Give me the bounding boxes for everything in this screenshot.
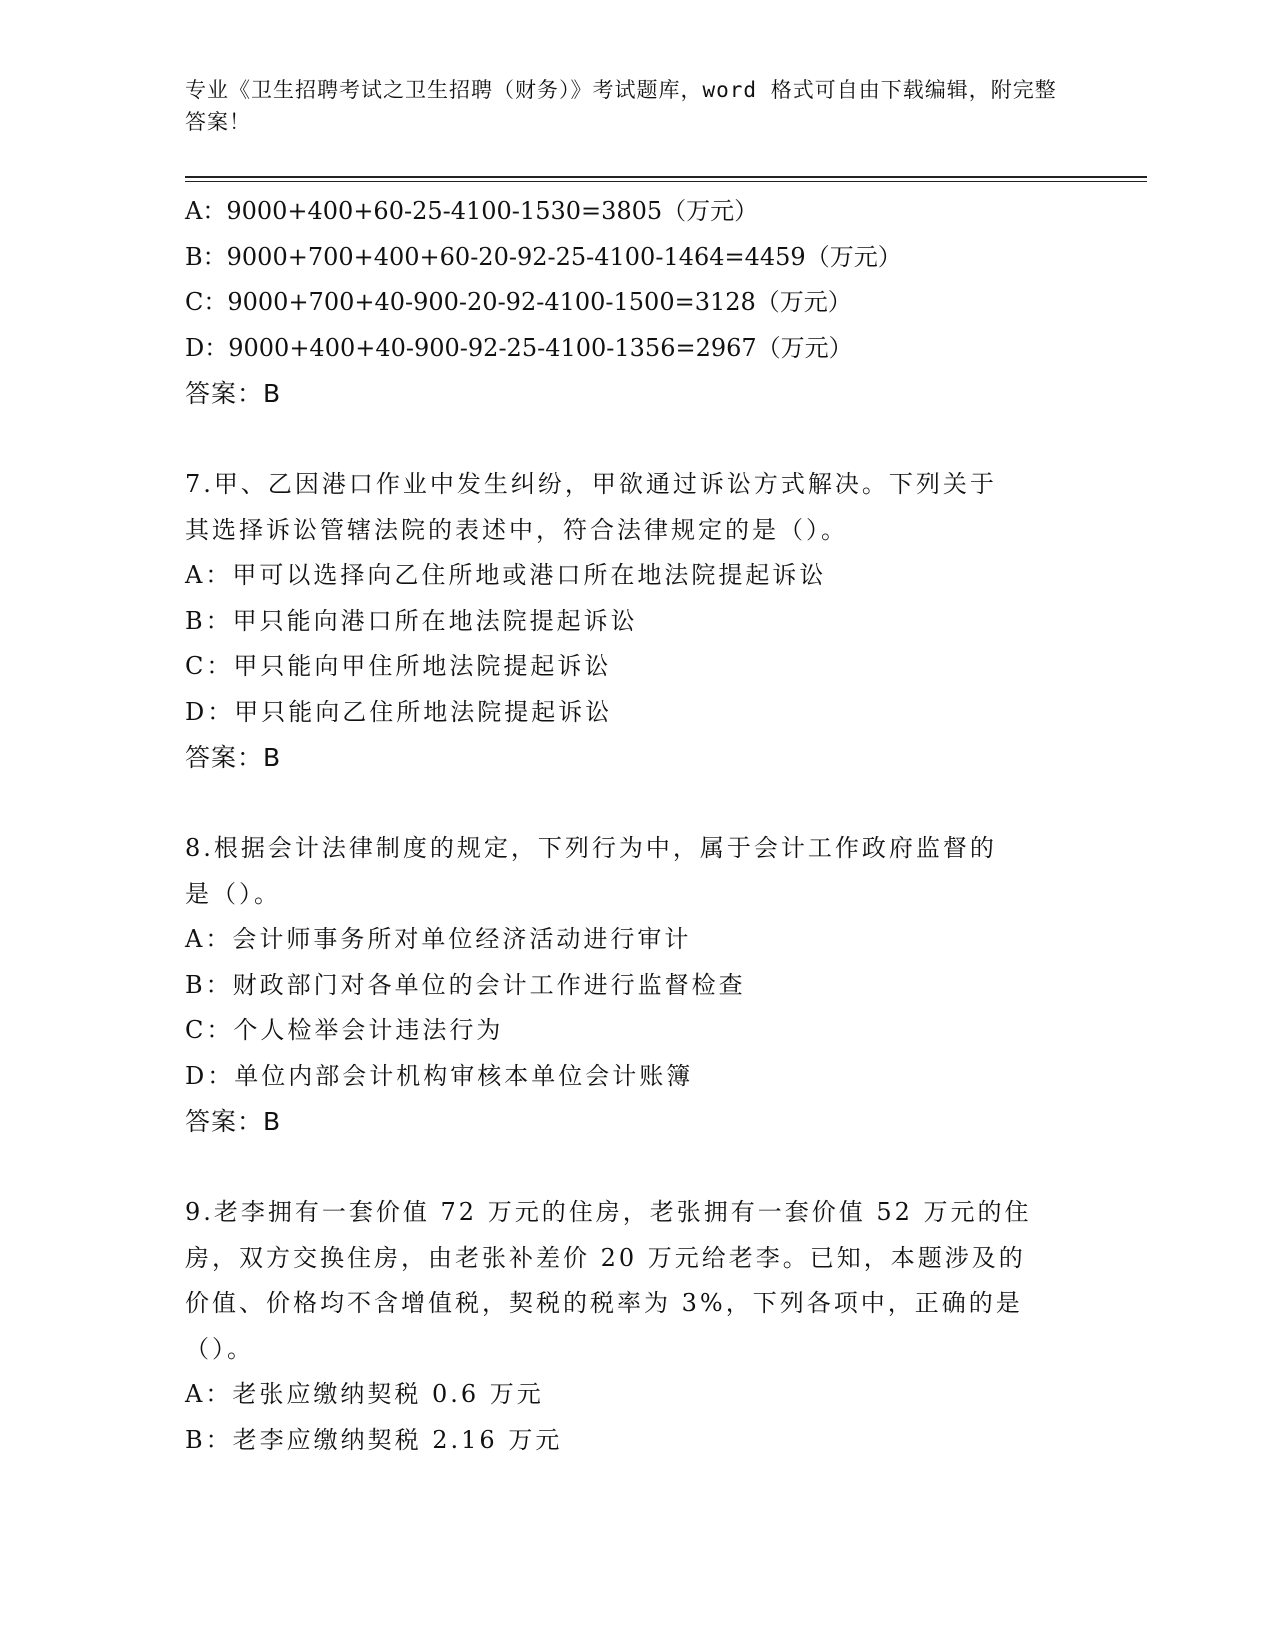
q7-stem-line-1: 7.甲、乙因港口作业中发生纠纷，甲欲通过诉讼方式解决。下列关于: [185, 470, 997, 498]
q6-option-d: D：9000+400+40-900-92-25-4100-1356=2967（万元）: [185, 333, 853, 362]
q6-option-a: A：9000+400+60-25-4100-1530=3805（万元）: [185, 197, 759, 225]
q7-option-a: A：甲可以选择向乙住所地或港口所在地法院提起诉讼: [185, 561, 827, 589]
document-header: 专业《卫生招聘考试之卫生招聘（财务）》考试题库，word 格式可自由下载编辑，附完整答案！: [185, 78, 1057, 134]
q7-option-b: B：甲只能向港口所在地法院提起诉讼: [185, 606, 638, 635]
q9-stem-line-4: （）。: [185, 1334, 254, 1363]
spacer: [185, 781, 1085, 827]
q6-option-c: C：9000+700+40-900-20-92-4100-1500=3128（万元）: [185, 288, 852, 316]
spacer: [185, 1145, 1085, 1191]
q8-stem-line-1: 8.根据会计法律制度的规定，下列行为中，属于会计工作政府监督的: [185, 834, 997, 862]
q8-stem-line-2: 是（）。: [185, 879, 281, 908]
q9-stem-line-3: 价值、价格均不含增值税，契税的税率为 3%，下列各项中，正确的是: [185, 1289, 1023, 1317]
q9-stem-line-1: 9.老李拥有一套价值 72 万元的住房，老张拥有一套价值 52 万元的住: [185, 1198, 1032, 1226]
q9-option-a: A：老张应缴纳契税 0.6 万元: [185, 1380, 544, 1408]
q7-option-c: C：甲只能向甲住所地法院提起诉讼: [185, 652, 612, 680]
q8-option-c: C：个人检举会计违法行为: [185, 1016, 504, 1044]
q8-answer: 答案：B: [185, 1107, 282, 1136]
header-rule-thin: [185, 181, 1147, 182]
spacer: [185, 417, 1085, 463]
header-rule-thick: [185, 176, 1147, 178]
q7-stem-line-2: 其选择诉讼管辖法院的表述中，符合法律规定的是（）。: [185, 515, 848, 544]
q6-option-b: B：9000+700+400+60-20-92-25-4100-1464=4459（万元）: [185, 242, 902, 271]
q9-stem-line-2: 房，双方交换住房，由老张补差价 20 万元给老李。已知，本题涉及的: [185, 1243, 1026, 1272]
q8-option-a: A：会计师事务所对单位经济活动进行审计: [185, 925, 692, 953]
q7-option-d: D：甲只能向乙住所地法院提起诉讼: [185, 697, 613, 726]
q8-option-b: B：财政部门对各单位的会计工作进行监督检查: [185, 970, 746, 999]
q9-option-b: B：老李应缴纳契税 2.16 万元: [185, 1425, 563, 1454]
q7-answer: 答案：B: [185, 743, 282, 772]
question-list: [185, 189, 1085, 1463]
q6-answer: 答案：B: [185, 379, 282, 408]
q8-option-d: D：单位内部会计机构审核本单位会计账簿: [185, 1061, 694, 1090]
